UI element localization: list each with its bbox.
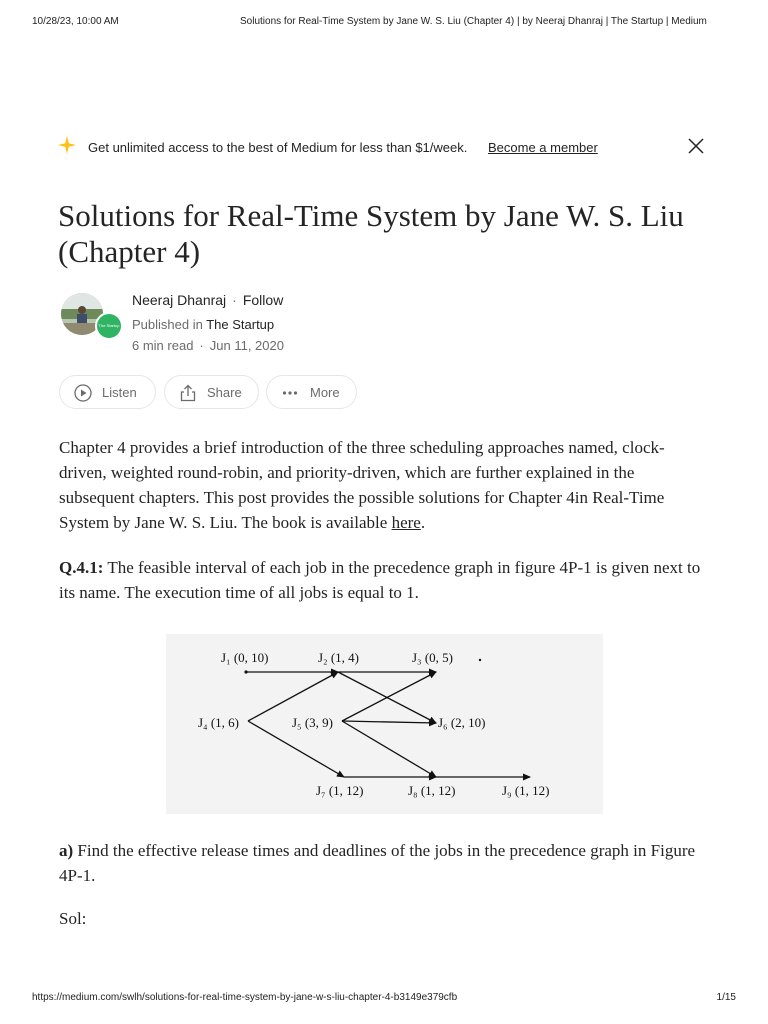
node-label-j3: J₃ (0, 5): [412, 650, 453, 665]
close-icon[interactable]: [688, 138, 704, 154]
listen-label: Listen: [102, 385, 137, 400]
intro-paragraph: [59, 435, 709, 535]
precedence-graph-figure: [166, 634, 603, 814]
follow-button[interactable]: Follow: [242, 292, 284, 308]
print-page-number: 1/15: [716, 992, 736, 1003]
subquestion-a-paragraph: [59, 838, 709, 888]
publication-row: [132, 317, 274, 332]
node-label-j5: J₅ (3, 9): [292, 715, 333, 730]
subquestion-a-label: a): [59, 841, 74, 860]
membership-banner: [58, 136, 710, 160]
node-label-j6: J₆ (2, 10): [438, 715, 486, 730]
print-doc-title: Solutions for Real-Time System by Jane W. S. Liu (Chapter 4) | by Neeraj Dhanraj | The Startup | Medium: [240, 16, 707, 27]
graph-edges: [246, 672, 530, 777]
node-label-j8: J₈ (1, 12): [408, 783, 456, 798]
book-link[interactable]: here: [391, 513, 421, 532]
publication-name[interactable]: The Startup: [206, 317, 275, 332]
node-label-j4: J₄ (1, 6): [198, 715, 239, 730]
separator-dot: ·: [199, 338, 204, 353]
share-button[interactable]: [164, 375, 259, 409]
print-footer: [32, 992, 736, 1006]
more-dots-icon: [281, 384, 299, 402]
node-dot-j3: [479, 659, 481, 661]
edge-j5-j6: [342, 721, 436, 723]
author-row: [132, 292, 283, 308]
intro-end: .: [420, 513, 426, 532]
read-time: 6 min read: [132, 338, 194, 353]
question-label: Q.4.1:: [59, 558, 104, 577]
read-info-row: [132, 338, 284, 353]
node-label-j1: J₁ (0, 10): [221, 650, 269, 665]
print-url: https://medium.com/swlh/solutions-for-real-time-system-by-jane-w-s-liu-chapter-4-b3149e379cfb: [32, 992, 458, 1003]
more-button[interactable]: [266, 375, 357, 409]
separator-dot: ·: [232, 292, 237, 308]
play-icon: [74, 384, 92, 402]
more-label: More: [310, 385, 340, 400]
question-text: The feasible interval of each job in the precedence graph in figure 4P-1 is given next to its name. The execution time of all jobs is equal to 1.: [59, 558, 701, 602]
article-title: Solutions for Real-Time System by Jane W. S. Liu (Chapter 4): [58, 198, 684, 269]
intro-text: Chapter 4 provides a brief introduction of the three scheduling approaches named, clock-driven, weighted round-robin, and priority-driven, which are further explained in the subsequent chapters. This post provides the possible solutions for Chapter 4in Real-Time System by Jane W. S. Liu. The book is available: [59, 438, 665, 532]
share-icon: [179, 384, 197, 402]
node-label-j2: J₂ (1, 4): [318, 650, 359, 665]
subquestion-a-text: Find the effective release times and deadlines of the jobs in the precedence graph in Figure 4P-1.: [59, 841, 696, 885]
publish-date: Jun 11, 2020: [209, 338, 284, 353]
print-date: 10/28/23, 10:00 AM: [32, 16, 119, 27]
edge-j5-j3: [342, 672, 436, 721]
node-label-j7: J₇ (1, 12): [316, 783, 364, 798]
question-paragraph: [59, 555, 709, 605]
node-label-j9: J₉ (1, 12): [502, 783, 550, 798]
print-header: [32, 16, 736, 30]
author-name[interactable]: Neeraj Dhanraj: [132, 292, 227, 308]
solution-label: Sol:: [59, 909, 87, 928]
edge-j4-j2: [248, 672, 338, 721]
precedence-graph: [166, 634, 603, 814]
node-dot-j1: [244, 670, 247, 673]
published-in-label: Published in: [132, 317, 203, 332]
publication-logo[interactable]: The Startup: [95, 312, 123, 340]
sparkle-icon: [58, 136, 76, 154]
listen-button[interactable]: [59, 375, 156, 409]
share-label: Share: [207, 385, 242, 400]
banner-message: Get unlimited access to the best of Medium for less than $1/week.: [88, 140, 468, 155]
edge-j5-j8: [342, 721, 436, 777]
become-member-link[interactable]: Become a member: [488, 140, 598, 155]
